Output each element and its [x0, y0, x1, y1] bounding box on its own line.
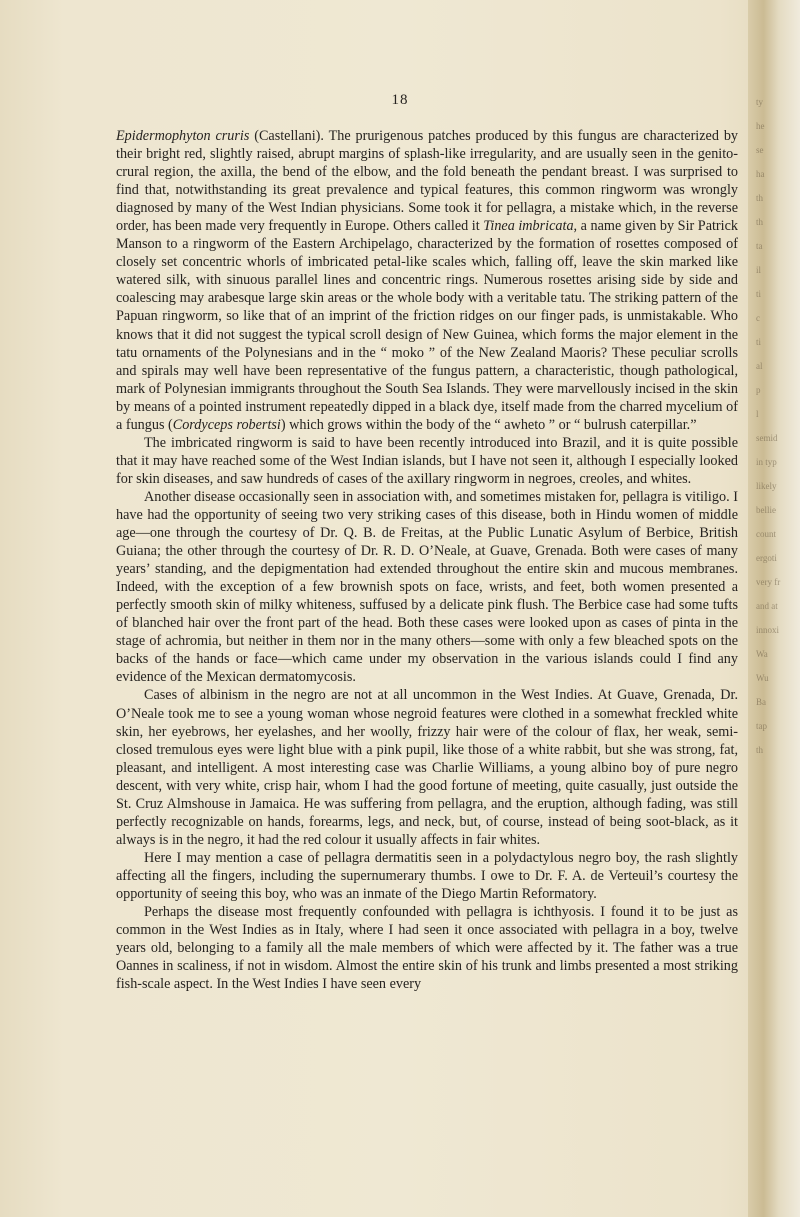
- facing-page-fragment: th: [756, 745, 764, 755]
- facing-page-fragment: l: [756, 409, 759, 419]
- italic-term: Tinea imbricata: [483, 218, 574, 235]
- paragraph-2: [116, 434, 738, 488]
- facing-page-fragment: likely: [756, 481, 777, 491]
- facing-page-fragment: se: [756, 145, 764, 155]
- italic-term: Cordyceps robertsi: [172, 416, 281, 433]
- facing-page-fragment: and at: [756, 601, 778, 611]
- paragraph-5: [116, 849, 738, 903]
- facing-page-fragment: ty: [756, 97, 764, 107]
- italic-term: Epidermophyton cruris: [116, 128, 250, 144]
- text-run: Cases of albinism in the negro are not at all uncommon in the West Indies. At Guave, Grenada, Dr. O’Neale took me to see a young woman whose negroid features were clothed in a somewhat freckled white skin, her eyebrows, her eyelashes, and her woolly, frizzy hair were of the colour of flax, her weak, semi-closed tremulous eyes were light blue with a pink pupil, like those of a white rabbit, but she was strong, fat, pleasant, and intelligent. A most interesting case was Charlie Williams, a young albino boy of pure negro descent, with very white, crisp hair, whom I had the good fortune of meeting, quite casually, just outside the St. Cruz Almshouse in Jamaica. He was suffering from pellagra, and the eruption, although fading, was still perfectly recognizable on hands, forearms, legs, and neck, but, of course, instead of being soot-black, as it always is in the negro, it had the red colour it usually affects in fair whites.: [116, 687, 738, 848]
- facing-page-fragment: th: [756, 217, 764, 227]
- facing-page-fragment: p: [756, 385, 761, 395]
- page-number: 18: [391, 92, 409, 108]
- text-run: ) which grows within the body of the “ awheto ” or “ bulrush caterpillar.”: [280, 416, 697, 433]
- facing-page-fragment: Wa: [756, 649, 768, 659]
- paragraph-6: [116, 903, 738, 993]
- facing-page-fragment: Wu: [756, 673, 769, 683]
- paragraph-4: [116, 686, 738, 848]
- facing-page-fragment: in typ: [756, 457, 777, 467]
- facing-page-fragment: very fr: [756, 577, 781, 587]
- facing-page-fragment: ti: [756, 337, 762, 347]
- facing-page-fragment: ha: [756, 169, 765, 179]
- facing-page-fragment: innoxi: [756, 625, 780, 635]
- paragraph-3: [116, 488, 738, 687]
- paragraph-1: [116, 127, 738, 434]
- facing-page-fragment: ergoti: [756, 553, 777, 563]
- facing-page-fragment: ti: [756, 289, 762, 299]
- facing-page-fragment: ta: [756, 241, 763, 251]
- body-text: [116, 127, 738, 993]
- facing-page-fragment: bellie: [756, 505, 776, 515]
- facing-page-bleed: [756, 90, 800, 890]
- text-run: Perhaps the disease most frequently confounded with pellagra is ichthyosis. I found it to be just as common in the West Indies as in Italy, where I had seen it once associated with pellagra in a boy, twelve years old, belonging to a family all the male members of which were affected by it. The father was a true Oannes in scaliness, if not in wisdom. Almost the entire skin of his trunk and limbs presented a most striking fish-scale aspect. In the West Indies I have seen every: [116, 904, 738, 993]
- text-run: Here I may mention a case of pellagra dermatitis seen in a polydactylous negro boy, the rash slightly affecting all the fingers, including the supernumerary thumbs. I owe to Dr. F. A. de Verteuil’s courtesy the opportunity of seeing this boy, who was an inmate of the Diego Martin Reformatory.: [116, 849, 738, 902]
- text-run: (Castellani). The prurigenous patches produced by this fungus are characterized by their bright red, slightly raised, abrupt margins of splash-like irregularity, and are usually seen in the genito-crural region, the axilla, the bend of the elbow, and the fold beneath the pendant breast. I was surprised to find that, notwithstanding its great prevalence and typical features, this common ringworm was wrongly diagnosed by many of the West Indian physicians. Some took it for pellagra, a mistake which, in the reverse order, has been made very frequently in Europe. Others called it: [116, 128, 739, 235]
- facing-page-fragment: al: [756, 361, 763, 371]
- facing-page-fragment: c: [756, 313, 760, 323]
- text-run: The imbricated ringworm is said to have been recently introduced into Brazil, and it is quite possible that it may have reached some of the West Indian islands, but I have not seen it, although I especially looked for skin diseases, and saw hundreds of cases of the axillary ringworm in negroes, creoles, and whites.: [116, 434, 738, 487]
- facing-page-fragment: semid: [756, 433, 778, 443]
- facing-page-fragment: he: [756, 121, 765, 131]
- facing-page-fragment: th: [756, 193, 764, 203]
- facing-page-fragment: Ba: [756, 697, 766, 707]
- facing-page-fragment: tap: [756, 721, 767, 731]
- facing-page-fragment: count: [756, 529, 776, 539]
- facing-page-fragment: il: [756, 265, 762, 275]
- text-run: , a name given by Sir Patrick Manson to a ringworm of the Eastern Archipelago, characterized by the formation of rosettes composed of closely set concentric whorls of imbricated petal-like scales which, falling off, leave the skin marked like watered silk, with sinuous parallel lines and concentric rings. Numerous rosettes arising side by side and coalescing may arabesque large skin areas or the whole body with a veritable tatu. The striking pattern of the Papuan ringworm, so like that of an imprint of the friction ridges on our finger pads, is unmistakable. Who knows that it did not suggest the typical scroll design of New Guinea, which forms the major element in the tatu ornaments of the Polynesians and in the “ moko ” of the New Zealand Maoris? These peculiar scrolls and spirals may well have been representative of the fungus pattern, a characteristic, though pathological, mark of Polynesian immigrants throughout the South Sea Islands. They were marvellously incised in the skin by means of a pointed instrument repeatedly dipped in a black dye, itself made from the charred mycelium of a fungus (: [116, 218, 738, 433]
- text-run: Another disease occasionally seen in association with, and sometimes mistaken for, pellagra is vitiligo. I have had the opportunity of seeing two very striking cases of this disease, both in Hindu women of middle age—one through the courtesy of Dr. Q. B. de Freitas, at the Public Lunatic Asylum of Berbice, British Guiana; the other through the courtesy of Dr. R. D. O’Neale, at Guave, Grenada. Both were cases of many years’ standing, and the depigmentation had extended throughout the entire skin and mucous membranes. Indeed, with the exception of a few brownish spots on face, wrists, and feet, both women presented a perfectly smooth skin of milky whiteness, suffused by a delicate pink flush. The Berbice case had some tufts of blanched hair over the front part of the head. Both these cases were looked upon as cases of pinta in the stage of achromia, but neither in them nor in the many others—some with only a few bleached spots on the backs of the hands or face—which came under my observation in the various islands could I find any evidence of the Mexican dermatomycosis.: [116, 488, 738, 686]
